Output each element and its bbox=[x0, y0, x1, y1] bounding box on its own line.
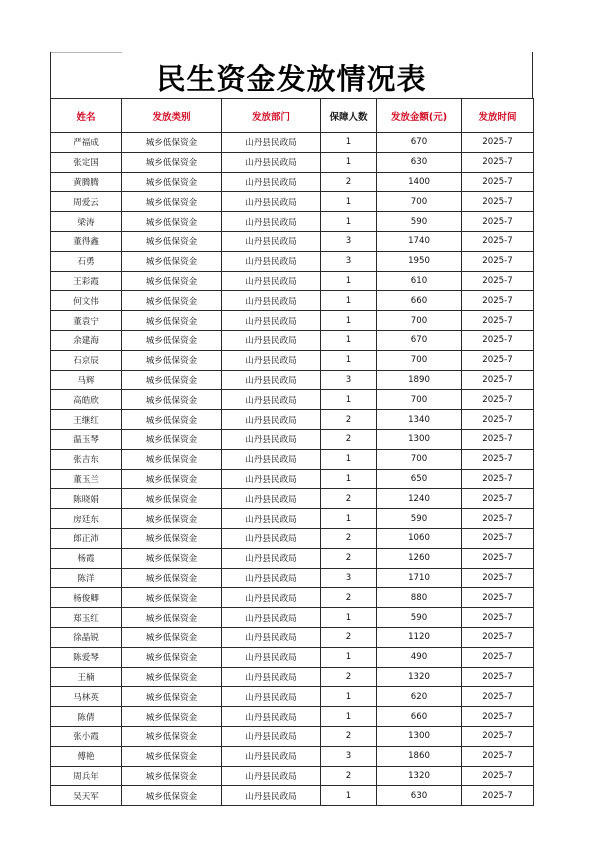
cell-time: 2025-7 bbox=[462, 786, 534, 806]
cell-category: 城乡低保资金 bbox=[122, 133, 222, 153]
cell-time: 2025-7 bbox=[462, 350, 534, 370]
cell-name: 严福成 bbox=[51, 133, 122, 153]
cell-people: 2 bbox=[321, 429, 377, 449]
cell-time: 2025-7 bbox=[462, 231, 534, 251]
cell-time: 2025-7 bbox=[462, 528, 534, 548]
cell-category: 城乡低保资金 bbox=[122, 667, 222, 687]
cell-category: 城乡低保资金 bbox=[122, 172, 222, 192]
cell-name: 马辉 bbox=[51, 370, 122, 390]
cell-amount: 1260 bbox=[377, 548, 462, 568]
cell-amount: 490 bbox=[377, 647, 462, 667]
payment-sheet bbox=[50, 52, 533, 806]
cell-category: 城乡低保资金 bbox=[122, 687, 222, 707]
cell-category: 城乡低保资金 bbox=[122, 568, 222, 588]
cell-department: 山丹县民政局 bbox=[222, 786, 321, 806]
table-row bbox=[51, 667, 534, 687]
cell-time: 2025-7 bbox=[462, 726, 534, 746]
table-row bbox=[51, 469, 534, 489]
cell-department: 山丹县民政局 bbox=[222, 390, 321, 410]
table-row bbox=[51, 726, 534, 746]
cell-amount: 670 bbox=[377, 330, 462, 350]
cell-amount: 700 bbox=[377, 311, 462, 331]
cell-time: 2025-7 bbox=[462, 509, 534, 529]
cell-category: 城乡低保资金 bbox=[122, 647, 222, 667]
cell-people: 3 bbox=[321, 251, 377, 271]
table-row bbox=[51, 627, 534, 647]
cell-people: 2 bbox=[321, 726, 377, 746]
cell-department: 山丹县民政局 bbox=[222, 568, 321, 588]
cell-name: 郎正沛 bbox=[51, 528, 122, 548]
cell-time: 2025-7 bbox=[462, 390, 534, 410]
cell-amount: 700 bbox=[377, 449, 462, 469]
cell-name: 房廷东 bbox=[51, 509, 122, 529]
table-row bbox=[51, 251, 534, 271]
cell-people: 1 bbox=[321, 469, 377, 489]
cell-name: 周爱云 bbox=[51, 192, 122, 212]
cell-time: 2025-7 bbox=[462, 370, 534, 390]
table-row bbox=[51, 449, 534, 469]
cell-department: 山丹县民政局 bbox=[222, 726, 321, 746]
cell-amount: 700 bbox=[377, 192, 462, 212]
table-row bbox=[51, 528, 534, 548]
cell-amount: 1890 bbox=[377, 370, 462, 390]
table-row bbox=[51, 707, 534, 727]
payment-table bbox=[50, 98, 534, 806]
cell-people: 2 bbox=[321, 172, 377, 192]
cell-name: 石勇 bbox=[51, 251, 122, 271]
cell-name: 王楠 bbox=[51, 667, 122, 687]
cell-name: 杨俊卿 bbox=[51, 588, 122, 608]
cell-people: 1 bbox=[321, 311, 377, 331]
cell-department: 山丹县民政局 bbox=[222, 291, 321, 311]
cell-amount: 660 bbox=[377, 291, 462, 311]
cell-name: 马林英 bbox=[51, 687, 122, 707]
cell-name: 吴天军 bbox=[51, 786, 122, 806]
cell-amount: 1300 bbox=[377, 429, 462, 449]
cell-amount: 1740 bbox=[377, 231, 462, 251]
cell-department: 山丹县民政局 bbox=[222, 627, 321, 647]
cell-department: 山丹县民政局 bbox=[222, 350, 321, 370]
cell-time: 2025-7 bbox=[462, 469, 534, 489]
cell-name: 张小霞 bbox=[51, 726, 122, 746]
cell-amount: 700 bbox=[377, 350, 462, 370]
cell-department: 山丹县民政局 bbox=[222, 192, 321, 212]
cell-time: 2025-7 bbox=[462, 271, 534, 291]
cell-amount: 650 bbox=[377, 469, 462, 489]
cell-people: 1 bbox=[321, 786, 377, 806]
cell-category: 城乡低保资金 bbox=[122, 370, 222, 390]
cell-amount: 1060 bbox=[377, 528, 462, 548]
table-row bbox=[51, 687, 534, 707]
cell-department: 山丹县民政局 bbox=[222, 311, 321, 331]
cell-people: 1 bbox=[321, 192, 377, 212]
cell-name: 周兵年 bbox=[51, 766, 122, 786]
title-row bbox=[50, 52, 533, 98]
cell-time: 2025-7 bbox=[462, 746, 534, 766]
cell-time: 2025-7 bbox=[462, 766, 534, 786]
cell-name: 陈洋 bbox=[51, 568, 122, 588]
header-row bbox=[51, 99, 534, 133]
cell-department: 山丹县民政局 bbox=[222, 489, 321, 509]
table-row bbox=[51, 647, 534, 667]
table-row bbox=[51, 410, 534, 430]
cell-name: 傅艳 bbox=[51, 746, 122, 766]
cell-people: 1 bbox=[321, 509, 377, 529]
cell-department: 山丹县民政局 bbox=[222, 429, 321, 449]
cell-amount: 620 bbox=[377, 687, 462, 707]
cell-time: 2025-7 bbox=[462, 568, 534, 588]
table-row bbox=[51, 548, 534, 568]
cell-people: 2 bbox=[321, 528, 377, 548]
cell-name: 张吉东 bbox=[51, 449, 122, 469]
cell-amount: 670 bbox=[377, 133, 462, 153]
cell-people: 3 bbox=[321, 231, 377, 251]
cell-amount: 1300 bbox=[377, 726, 462, 746]
cell-category: 城乡低保资金 bbox=[122, 489, 222, 509]
table-row bbox=[51, 311, 534, 331]
cell-name: 郑玉红 bbox=[51, 608, 122, 628]
cell-category: 城乡低保资金 bbox=[122, 330, 222, 350]
cell-department: 山丹县民政局 bbox=[222, 231, 321, 251]
cell-people: 1 bbox=[321, 608, 377, 628]
cell-time: 2025-7 bbox=[462, 152, 534, 172]
cell-amount: 590 bbox=[377, 608, 462, 628]
column-header-category: 发放类别 bbox=[122, 99, 222, 133]
table-row bbox=[51, 192, 534, 212]
cell-people: 2 bbox=[321, 548, 377, 568]
cell-category: 城乡低保资金 bbox=[122, 509, 222, 529]
cell-time: 2025-7 bbox=[462, 707, 534, 727]
cell-category: 城乡低保资金 bbox=[122, 528, 222, 548]
cell-category: 城乡低保资金 bbox=[122, 707, 222, 727]
cell-people: 1 bbox=[321, 390, 377, 410]
cell-department: 山丹县民政局 bbox=[222, 133, 321, 153]
table-row bbox=[51, 608, 534, 628]
cell-name: 黄腾腾 bbox=[51, 172, 122, 192]
cell-department: 山丹县民政局 bbox=[222, 746, 321, 766]
cell-category: 城乡低保资金 bbox=[122, 449, 222, 469]
cell-amount: 880 bbox=[377, 588, 462, 608]
cell-people: 1 bbox=[321, 271, 377, 291]
cell-time: 2025-7 bbox=[462, 291, 534, 311]
table-row bbox=[51, 133, 534, 153]
table-row bbox=[51, 390, 534, 410]
cell-name: 陈晓娟 bbox=[51, 489, 122, 509]
cell-name: 余建海 bbox=[51, 330, 122, 350]
cell-name: 陈倩 bbox=[51, 707, 122, 727]
cell-time: 2025-7 bbox=[462, 687, 534, 707]
cell-people: 3 bbox=[321, 568, 377, 588]
cell-category: 城乡低保资金 bbox=[122, 588, 222, 608]
cell-department: 山丹县民政局 bbox=[222, 707, 321, 727]
cell-category: 城乡低保资金 bbox=[122, 469, 222, 489]
cell-amount: 630 bbox=[377, 152, 462, 172]
table-row bbox=[51, 489, 534, 509]
table-row bbox=[51, 231, 534, 251]
cell-people: 1 bbox=[321, 449, 377, 469]
cell-amount: 1320 bbox=[377, 667, 462, 687]
column-header-department: 发放部门 bbox=[222, 99, 321, 133]
table-row bbox=[51, 568, 534, 588]
cell-people: 3 bbox=[321, 746, 377, 766]
cell-department: 山丹县民政局 bbox=[222, 647, 321, 667]
cell-department: 山丹县民政局 bbox=[222, 548, 321, 568]
column-header-time: 发放时间 bbox=[462, 99, 534, 133]
cell-people: 3 bbox=[321, 370, 377, 390]
cell-people: 1 bbox=[321, 152, 377, 172]
cell-category: 城乡低保资金 bbox=[122, 311, 222, 331]
table-row bbox=[51, 212, 534, 232]
cell-category: 城乡低保资金 bbox=[122, 231, 222, 251]
cell-name: 董得鑫 bbox=[51, 231, 122, 251]
cell-amount: 610 bbox=[377, 271, 462, 291]
cell-name: 张定国 bbox=[51, 152, 122, 172]
cell-time: 2025-7 bbox=[462, 449, 534, 469]
cell-time: 2025-7 bbox=[462, 429, 534, 449]
cell-department: 山丹县民政局 bbox=[222, 469, 321, 489]
cell-name: 董玉兰 bbox=[51, 469, 122, 489]
cell-category: 城乡低保资金 bbox=[122, 212, 222, 232]
cell-people: 2 bbox=[321, 766, 377, 786]
cell-department: 山丹县民政局 bbox=[222, 766, 321, 786]
cell-name: 徐晶锐 bbox=[51, 627, 122, 647]
table-header bbox=[51, 99, 534, 133]
cell-category: 城乡低保资金 bbox=[122, 410, 222, 430]
cell-category: 城乡低保资金 bbox=[122, 291, 222, 311]
cell-amount: 590 bbox=[377, 509, 462, 529]
cell-amount: 660 bbox=[377, 707, 462, 727]
cell-time: 2025-7 bbox=[462, 251, 534, 271]
table-row bbox=[51, 291, 534, 311]
cell-department: 山丹县民政局 bbox=[222, 172, 321, 192]
cell-category: 城乡低保资金 bbox=[122, 192, 222, 212]
cell-people: 2 bbox=[321, 627, 377, 647]
table-row bbox=[51, 766, 534, 786]
cell-department: 山丹县民政局 bbox=[222, 667, 321, 687]
cell-name: 高皓欣 bbox=[51, 390, 122, 410]
cell-department: 山丹县民政局 bbox=[222, 370, 321, 390]
cell-category: 城乡低保资金 bbox=[122, 746, 222, 766]
cell-category: 城乡低保资金 bbox=[122, 390, 222, 410]
cell-time: 2025-7 bbox=[462, 192, 534, 212]
table-row bbox=[51, 271, 534, 291]
table-body bbox=[51, 133, 534, 806]
table-row bbox=[51, 746, 534, 766]
cell-time: 2025-7 bbox=[462, 311, 534, 331]
cell-time: 2025-7 bbox=[462, 647, 534, 667]
cell-amount: 1320 bbox=[377, 766, 462, 786]
table-row bbox=[51, 152, 534, 172]
cell-category: 城乡低保资金 bbox=[122, 548, 222, 568]
cell-people: 1 bbox=[321, 330, 377, 350]
cell-department: 山丹县民政局 bbox=[222, 687, 321, 707]
column-header-name: 姓名 bbox=[51, 99, 122, 133]
cell-name: 杨霞 bbox=[51, 548, 122, 568]
cell-amount: 1400 bbox=[377, 172, 462, 192]
cell-amount: 1860 bbox=[377, 746, 462, 766]
cell-category: 城乡低保资金 bbox=[122, 429, 222, 449]
cell-time: 2025-7 bbox=[462, 330, 534, 350]
cell-category: 城乡低保资金 bbox=[122, 766, 222, 786]
cell-amount: 700 bbox=[377, 390, 462, 410]
table-row bbox=[51, 350, 534, 370]
cell-department: 山丹县民政局 bbox=[222, 449, 321, 469]
cell-time: 2025-7 bbox=[462, 489, 534, 509]
column-header-people: 保障人数 bbox=[321, 99, 377, 133]
cell-department: 山丹县民政局 bbox=[222, 509, 321, 529]
column-header-amount: 发放金额(元) bbox=[377, 99, 462, 133]
cell-people: 1 bbox=[321, 212, 377, 232]
cell-name: 何文伟 bbox=[51, 291, 122, 311]
cell-department: 山丹县民政局 bbox=[222, 271, 321, 291]
cell-people: 1 bbox=[321, 707, 377, 727]
cell-amount: 1950 bbox=[377, 251, 462, 271]
table-row bbox=[51, 509, 534, 529]
cell-time: 2025-7 bbox=[462, 133, 534, 153]
cell-amount: 630 bbox=[377, 786, 462, 806]
table-row bbox=[51, 172, 534, 192]
cell-name: 温玉琴 bbox=[51, 429, 122, 449]
cell-time: 2025-7 bbox=[462, 627, 534, 647]
table-row bbox=[51, 786, 534, 806]
cell-category: 城乡低保资金 bbox=[122, 786, 222, 806]
cell-category: 城乡低保资金 bbox=[122, 251, 222, 271]
cell-name: 董袁宁 bbox=[51, 311, 122, 331]
cell-amount: 1240 bbox=[377, 489, 462, 509]
page-title: 民生资金发放情况表 bbox=[156, 62, 427, 96]
cell-people: 2 bbox=[321, 667, 377, 687]
cell-amount: 1120 bbox=[377, 627, 462, 647]
cell-people: 1 bbox=[321, 687, 377, 707]
table-row bbox=[51, 330, 534, 350]
cell-category: 城乡低保资金 bbox=[122, 726, 222, 746]
cell-name: 梁涛 bbox=[51, 212, 122, 232]
cell-department: 山丹县民政局 bbox=[222, 410, 321, 430]
cell-time: 2025-7 bbox=[462, 608, 534, 628]
cell-department: 山丹县民政局 bbox=[222, 251, 321, 271]
cell-name: 王彩霞 bbox=[51, 271, 122, 291]
cell-category: 城乡低保资金 bbox=[122, 627, 222, 647]
cell-people: 2 bbox=[321, 410, 377, 430]
cell-time: 2025-7 bbox=[462, 667, 534, 687]
cell-time: 2025-7 bbox=[462, 212, 534, 232]
cell-department: 山丹县民政局 bbox=[222, 212, 321, 232]
cell-people: 2 bbox=[321, 588, 377, 608]
cell-department: 山丹县民政局 bbox=[222, 528, 321, 548]
cell-department: 山丹县民政局 bbox=[222, 608, 321, 628]
cell-category: 城乡低保资金 bbox=[122, 350, 222, 370]
table-row bbox=[51, 588, 534, 608]
table-row bbox=[51, 429, 534, 449]
cell-people: 2 bbox=[321, 489, 377, 509]
cell-time: 2025-7 bbox=[462, 548, 534, 568]
cell-name: 王继红 bbox=[51, 410, 122, 430]
cell-category: 城乡低保资金 bbox=[122, 608, 222, 628]
cell-time: 2025-7 bbox=[462, 410, 534, 430]
cell-people: 1 bbox=[321, 647, 377, 667]
cell-people: 1 bbox=[321, 350, 377, 370]
cell-department: 山丹县民政局 bbox=[222, 330, 321, 350]
cell-department: 山丹县民政局 bbox=[222, 588, 321, 608]
cell-category: 城乡低保资金 bbox=[122, 152, 222, 172]
cell-amount: 1340 bbox=[377, 410, 462, 430]
cell-department: 山丹县民政局 bbox=[222, 152, 321, 172]
table-row bbox=[51, 370, 534, 390]
cell-name: 石京辰 bbox=[51, 350, 122, 370]
cell-name: 陈爱琴 bbox=[51, 647, 122, 667]
cell-category: 城乡低保资金 bbox=[122, 271, 222, 291]
cell-people: 1 bbox=[321, 291, 377, 311]
cell-people: 1 bbox=[321, 133, 377, 153]
cell-time: 2025-7 bbox=[462, 172, 534, 192]
cell-amount: 590 bbox=[377, 212, 462, 232]
cell-time: 2025-7 bbox=[462, 588, 534, 608]
cell-amount: 1710 bbox=[377, 568, 462, 588]
